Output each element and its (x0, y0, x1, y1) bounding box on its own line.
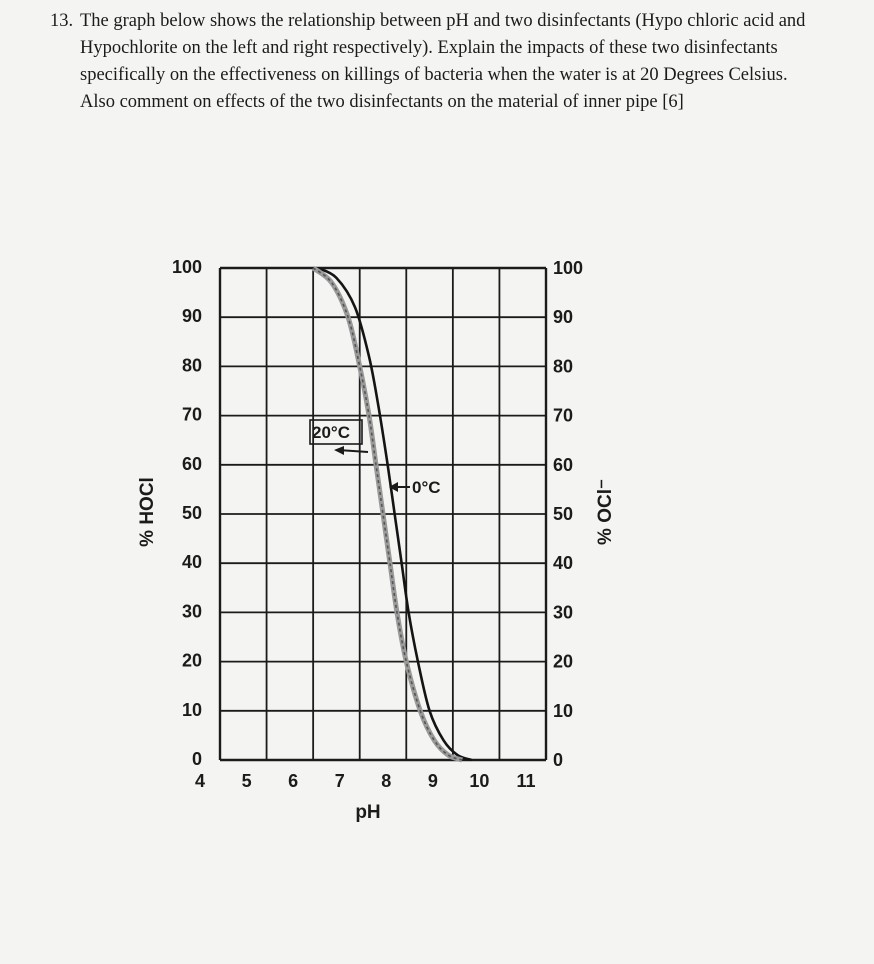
y-tick-label-right: 70 (553, 405, 574, 426)
question-text: The graph below shows the relationship between pH and two disinfectants (Hypo chloric acid and Hypochlorite on the left and right respectively). Explain the impacts of these two disinfectants specifically on the effectiveness on killings of bacteria when the water is at 20 Degrees Celsius. Also comment on effects of the two disinfectants on the material of inner pipe [6] (80, 11, 806, 112)
y-tick-label-left: 40 (181, 552, 202, 573)
y-tick-label-right: 30 (553, 602, 574, 623)
question-number: 13. (50, 11, 74, 31)
x-tick-label: 6 (288, 771, 299, 791)
y-tick-label-right: 60 (553, 454, 574, 475)
x-tick-label: 7 (334, 771, 345, 791)
x-axis-label: pH (355, 802, 381, 823)
x-tick-label: 10 (469, 771, 490, 791)
y-tick-label-left: 90 (181, 306, 202, 327)
y-tick-label-right: 10 (553, 700, 574, 721)
y-tick-label-left: 0 (191, 749, 202, 769)
y-tick-label-right: 40 (553, 553, 574, 574)
y-tick-label-right: 100 (553, 258, 584, 278)
x-tick-label: 9 (427, 771, 438, 791)
y-tick-label-left: 50 (181, 503, 202, 523)
x-tick-label: 11 (516, 771, 536, 791)
y-tick-label-left: 80 (181, 355, 202, 376)
y-axis-label-right: % OCl⁻ (595, 479, 616, 545)
y-tick-label-left: 30 (181, 601, 202, 622)
chart-labels (137, 257, 616, 823)
y-tick-label-right: 0 (553, 750, 564, 770)
y-tick-label-right: 50 (553, 504, 574, 524)
annotation-0c-label: 0°C (412, 478, 441, 497)
y-tick-label-right: 80 (553, 356, 574, 377)
y-tick-label-right: 90 (553, 307, 574, 328)
x-tick-label: 5 (241, 771, 252, 791)
y-tick-label-left: 70 (181, 404, 202, 425)
annotation-20c-label: 20°C (312, 423, 350, 442)
y-tick-label-left: 100 (171, 257, 202, 277)
x-tick-label: 4 (194, 771, 206, 791)
annotation-20c-arrowhead (334, 446, 344, 455)
y-tick-label-left: 60 (181, 453, 202, 474)
y-tick-label-left: 20 (181, 650, 202, 671)
y-tick-label-right: 20 (553, 651, 574, 672)
y-axis-label-left: % HOCl (137, 477, 158, 547)
x-tick-label: 8 (381, 771, 392, 791)
y-tick-label-left: 10 (181, 699, 202, 720)
